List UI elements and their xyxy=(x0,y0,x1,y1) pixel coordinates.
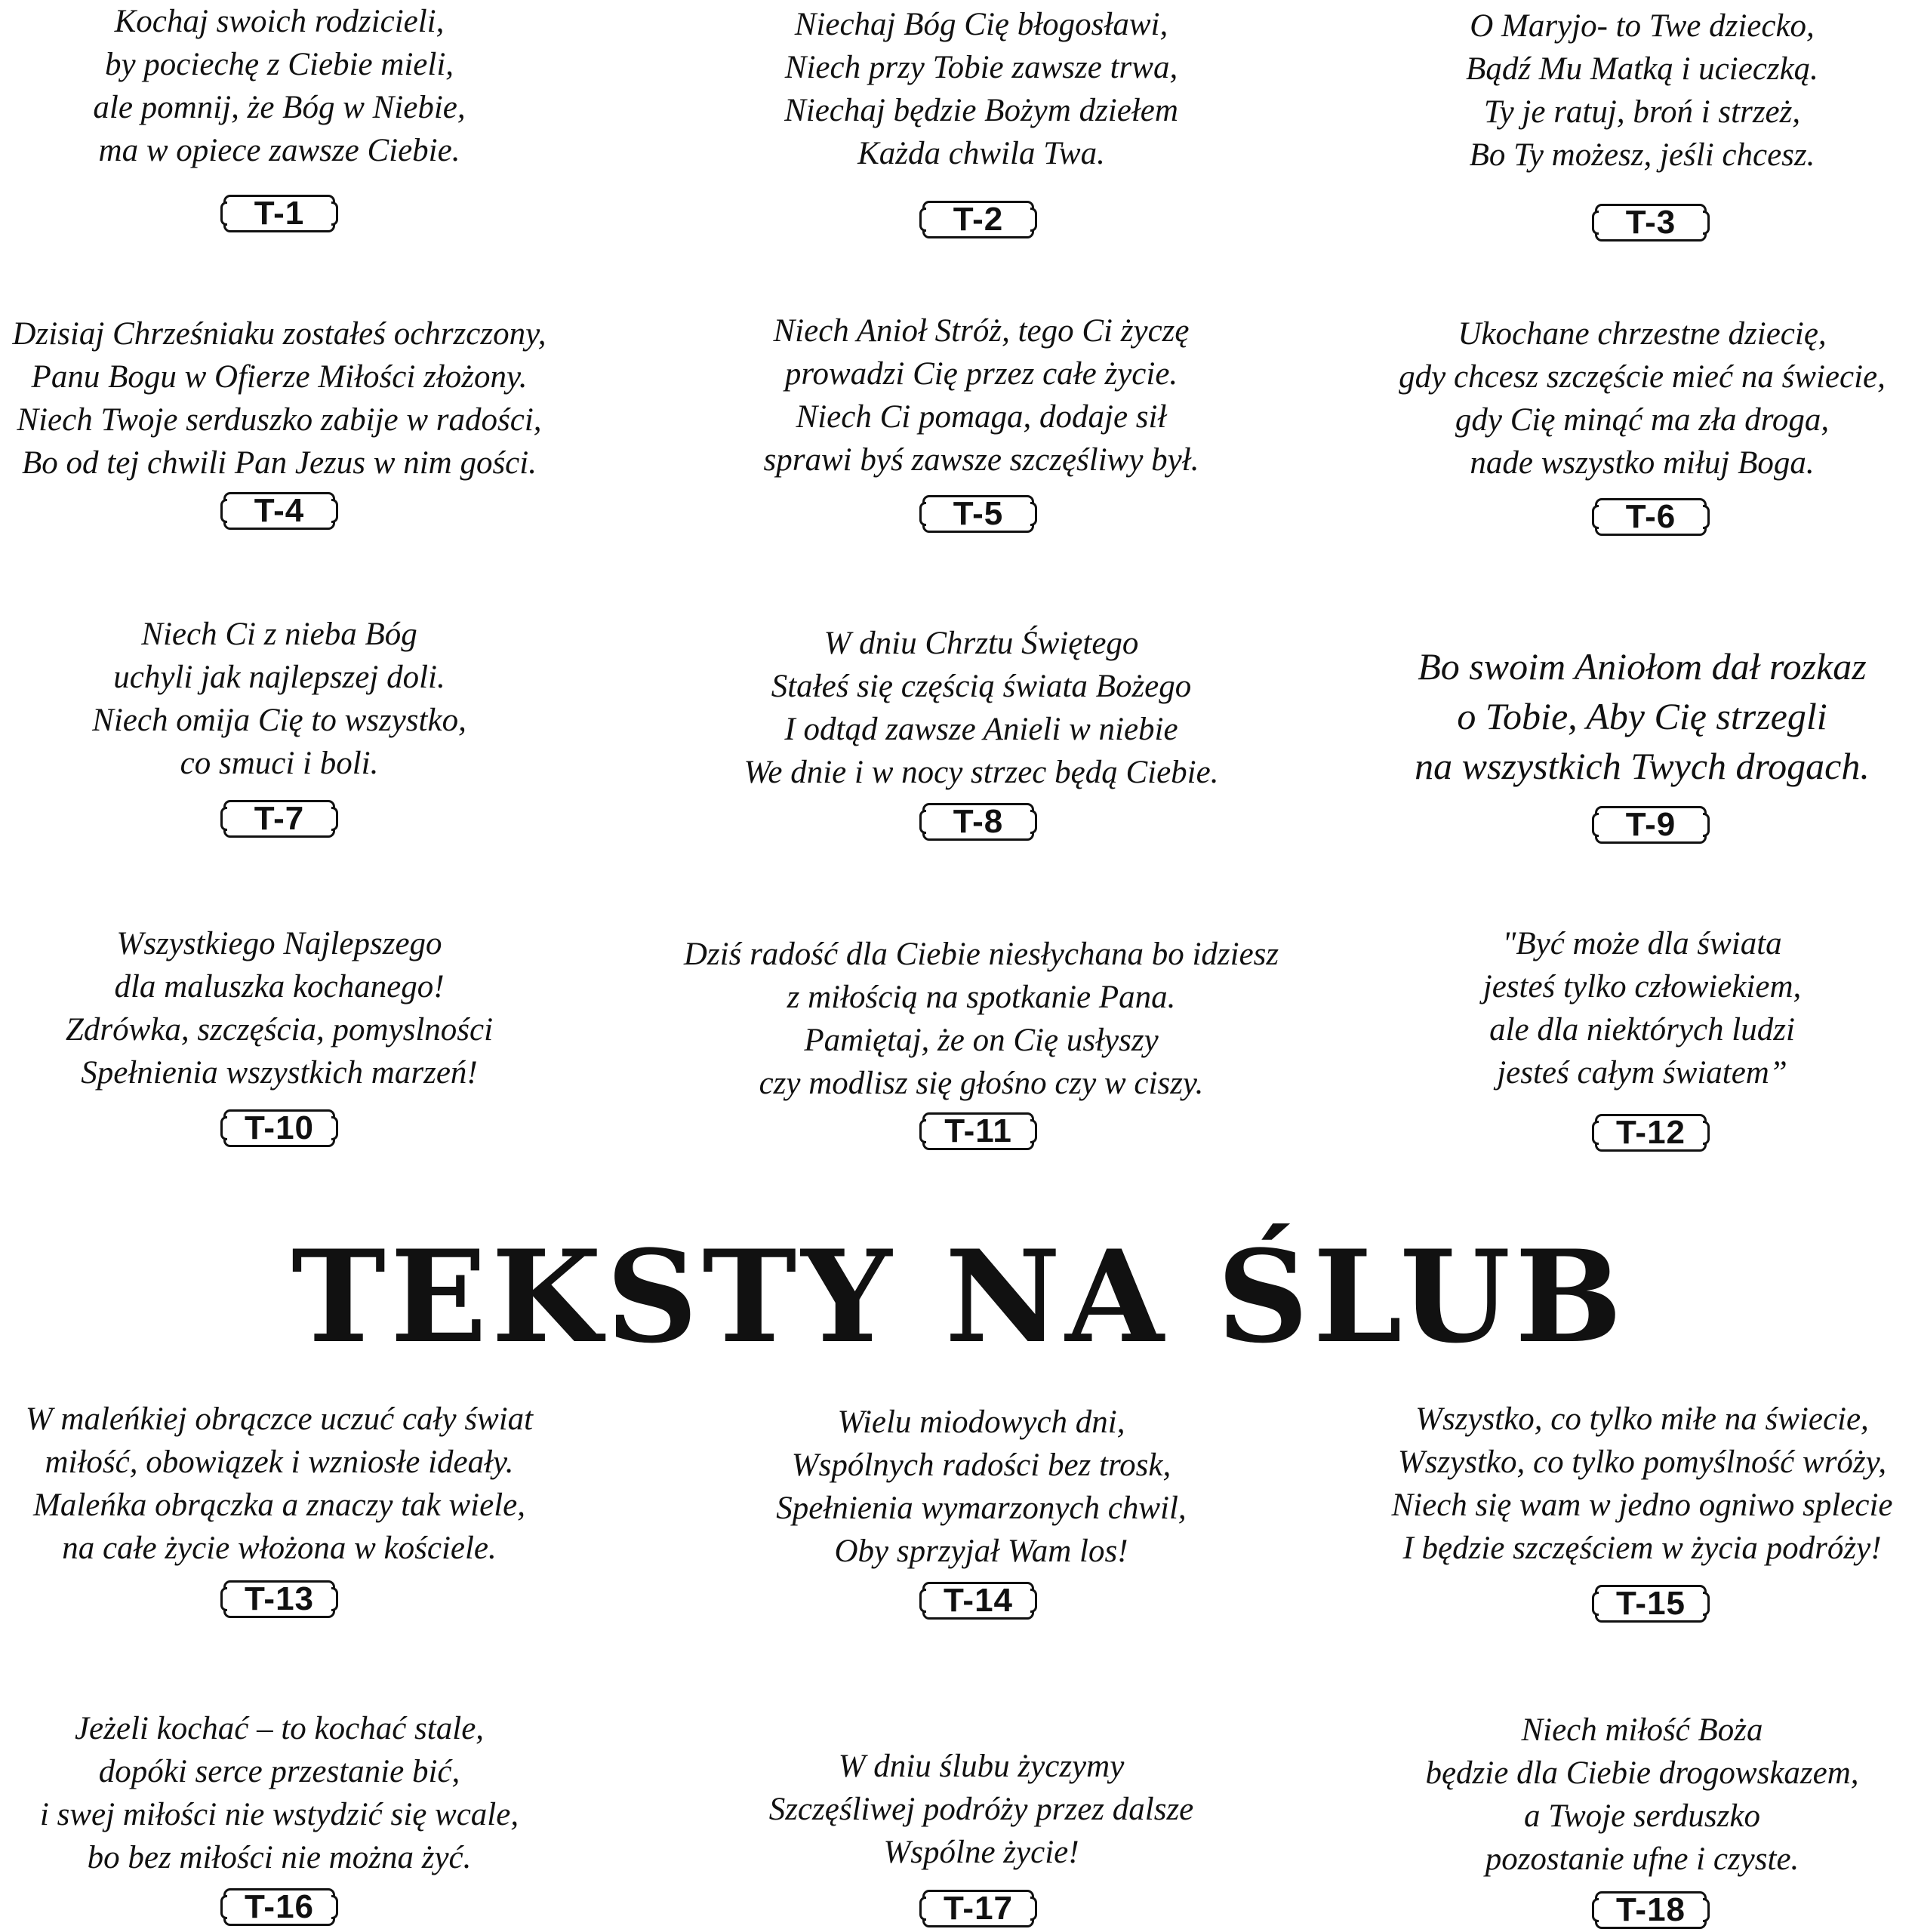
verse-line: Wielu miodowych dni, xyxy=(837,1404,1125,1440)
verse-line: dopóki serce przestanie bić, xyxy=(98,1754,460,1789)
code-tag: T-18 xyxy=(1595,1891,1707,1929)
verse-line: prowadzi Cię przez całe życie. xyxy=(784,356,1178,392)
verse-line: Dziś radość dla Ciebie niesłychana bo idziesz xyxy=(683,937,1279,972)
verse-block xyxy=(0,0,559,172)
verse-line: Niech przy Tobie zawsze trwa, xyxy=(784,50,1178,85)
verse-line: i swej miłości nie wstydzić się wcale, xyxy=(39,1797,519,1832)
verse-block xyxy=(0,613,559,785)
page-heading: TEKSTY NA ŚLUB xyxy=(291,1222,1627,1371)
verse-line: gdy chcesz szczęście mieć na świecie, xyxy=(1399,359,1886,395)
verse-line: nade wszystko miłuj Boga. xyxy=(1470,445,1815,481)
verse-line: Niech się wam w jedno ogniwo splecie xyxy=(1391,1487,1893,1523)
verse-block xyxy=(1366,922,1918,1094)
code-tag: T-15 xyxy=(1595,1585,1707,1623)
verse-line: Kochaj swoich rodzicieli, xyxy=(114,4,445,39)
verse-line: gdy Cię minąć ma zła droga, xyxy=(1455,402,1830,438)
verse-line: na wszystkich Twych drogach. xyxy=(1415,745,1870,787)
verse-line: ale pomnij, że Bóg w Niebie, xyxy=(93,90,466,125)
verse-line: Maleńka obrączka a znaczy tak wiele, xyxy=(33,1487,525,1523)
verse-line: W dniu ślubu życzymy xyxy=(838,1749,1125,1784)
code-tag: T-8 xyxy=(922,803,1034,841)
verse-block xyxy=(634,1745,1328,1874)
verse-line: Bo swoim Aniołom dał rozkaz xyxy=(1418,645,1867,688)
verse-line: W dniu Chrztu Świętego xyxy=(824,626,1139,661)
verse-line: Każda chwila Twa. xyxy=(857,136,1105,171)
verse-block xyxy=(634,933,1328,1105)
verse-line: Szczęśliwej podróży przez dalsze xyxy=(768,1792,1194,1827)
verse-line: Zdrówka, szczęścia, pomyslności xyxy=(65,1012,494,1048)
verse-line: Niech Twoje serduszko zabije w radości, xyxy=(17,402,542,438)
verse-line: W maleńkiej obrączce uczuć cały świat xyxy=(25,1401,534,1437)
verse-line: Wszystko, co tylko miłe na świecie, xyxy=(1415,1401,1869,1437)
verse-line: I będzie szczęściem w życia podróży! xyxy=(1402,1531,1882,1566)
verse-line: czy modlisz się głośno czy w ciszy. xyxy=(759,1066,1204,1101)
verse-block xyxy=(0,1398,559,1570)
code-tag: T-16 xyxy=(223,1888,335,1926)
verse-line: "Być może dla świata xyxy=(1502,926,1782,961)
verse-line: Wspólnych radości bez trosk, xyxy=(791,1447,1171,1483)
code-tag: T-3 xyxy=(1595,204,1707,242)
code-tag: T-7 xyxy=(223,800,335,838)
verse-line: Panu Bogu w Ofierze Miłości złożony. xyxy=(31,359,528,395)
verse-line: o Tobie, Aby Cię strzegli xyxy=(1457,695,1827,737)
verse-line: bo bez miłości nie można żyć. xyxy=(87,1840,472,1875)
code-tag: T-4 xyxy=(223,492,335,530)
verse-block xyxy=(0,1707,559,1879)
code-tag: T-1 xyxy=(223,195,335,232)
verse-block xyxy=(634,1401,1328,1573)
verse-block xyxy=(634,3,1328,175)
code-tag: T-13 xyxy=(223,1580,335,1618)
verse-block xyxy=(634,622,1328,794)
code-tag: T-2 xyxy=(922,201,1034,238)
code-tag: T-11 xyxy=(922,1112,1034,1150)
verse-block xyxy=(0,312,559,485)
verse-line: a Twoje serduszko xyxy=(1524,1798,1760,1834)
verse-line: co smuci i boli. xyxy=(180,746,379,781)
verse-line: Wspólne życie! xyxy=(883,1835,1079,1870)
code-tag: T-5 xyxy=(922,495,1034,533)
verse-block xyxy=(0,922,559,1094)
verse-line: Spełnienia wymarzonych chwil, xyxy=(776,1491,1187,1526)
verse-line: Bądź Mu Matką i ucieczką. xyxy=(1466,51,1818,87)
verse-line: O Maryjo- to Twe dziecko, xyxy=(1470,8,1815,44)
code-tag: T-6 xyxy=(1595,498,1707,536)
verse-line: dla maluszka kochanego! xyxy=(114,969,445,1004)
verse-line: Niech Ci z nieba Bóg xyxy=(141,617,417,652)
verse-line: jesteś tylko człowiekiem, xyxy=(1482,969,1802,1004)
code-tag: T-10 xyxy=(223,1109,335,1147)
verse-line: Oby sprzyjał Wam los! xyxy=(834,1534,1128,1569)
code-tag: T-17 xyxy=(922,1890,1034,1927)
verse-line: Niechaj Bóg Cię błogosławi, xyxy=(794,7,1168,42)
verse-line: We dnie i w nocy strzec będą Ciebie. xyxy=(743,755,1219,790)
verse-line: Pamiętaj, że on Cię usłyszy xyxy=(804,1023,1159,1058)
verse-line: Ty je ratuj, broń i strzeż, xyxy=(1483,94,1801,130)
verse-line: ale dla niektórych ludzi xyxy=(1489,1012,1795,1048)
verse-line: Wszystko, co tylko pomyślność wróży, xyxy=(1397,1444,1887,1480)
verse-line: Jeżeli kochać – to kochać stale, xyxy=(74,1711,485,1746)
verse-line: I odtąd zawsze Anieli w niebie xyxy=(784,712,1178,747)
verse-line: miłość, obowiązek i wzniosłe ideały. xyxy=(45,1444,514,1480)
code-tag: T-14 xyxy=(922,1582,1034,1620)
verse-block xyxy=(1366,312,1918,485)
verse-block xyxy=(1366,1398,1918,1570)
verse-block xyxy=(1366,641,1918,791)
verse-line: Ukochane chrzestne dziecię, xyxy=(1458,316,1827,352)
verse-line: Wszystkiego Najlepszego xyxy=(116,926,442,961)
verse-line: z miłością na spotkanie Pana. xyxy=(787,980,1176,1015)
verse-line: Niech omija Cię to wszystko, xyxy=(92,703,466,738)
verse-line: Bo od tej chwili Pan Jezus w nim gości. xyxy=(22,445,537,481)
code-tag: T-9 xyxy=(1595,806,1707,844)
verse-line: Niech miłość Boża xyxy=(1521,1712,1763,1748)
verse-line: pozostanie ufne i czyste. xyxy=(1485,1841,1799,1877)
verse-line: Dzisiaj Chrześniaku zostałeś ochrzczony, xyxy=(12,316,546,352)
verse-line: Bo Ty możesz, jeśli chcesz. xyxy=(1469,137,1815,173)
verse-block xyxy=(634,309,1328,481)
verse-line: Niechaj będzie Bożym dziełem xyxy=(784,93,1178,128)
verse-line: ma w opiece zawsze Ciebie. xyxy=(98,133,460,168)
verse-block xyxy=(1366,1709,1918,1881)
verse-line: Spełnienia wszystkich marzeń! xyxy=(81,1055,478,1091)
verse-line: na całe życie włożona w kościele. xyxy=(62,1531,497,1566)
code-tag: T-12 xyxy=(1595,1114,1707,1152)
verse-line: będzie dla Ciebie drogowskazem, xyxy=(1425,1755,1859,1791)
verse-line: Niech Anioł Stróż, tego Ci życzę xyxy=(773,313,1190,349)
verse-line: Niech Ci pomaga, dodaje sił xyxy=(796,399,1167,435)
verse-line: sprawi byś zawsze szczęśliwy był. xyxy=(763,442,1199,478)
verse-line: uchyli jak najlepszej doli. xyxy=(113,660,445,695)
verse-block xyxy=(1366,5,1918,177)
verse-line: Stałeś się częścią świata Bożego xyxy=(771,669,1192,704)
verse-line: by pociechę z Ciebie mieli, xyxy=(104,47,454,82)
verse-line: jesteś całym światem” xyxy=(1497,1055,1787,1091)
